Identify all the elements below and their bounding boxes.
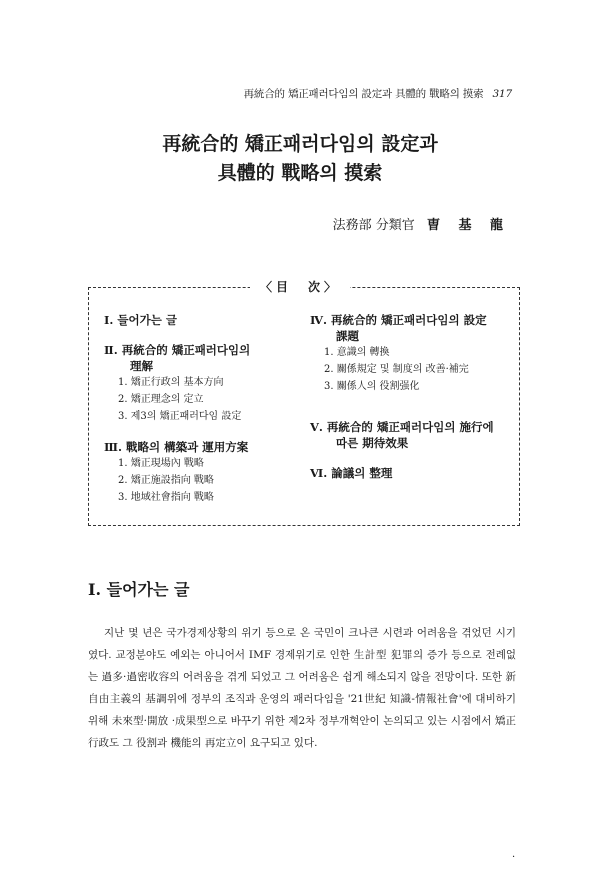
toc-left-column: [104, 312, 304, 520]
section-heading: Ⅰ. 들어가는 글: [88, 580, 190, 599]
toc-section: [310, 419, 520, 451]
body-paragraph: 지난 몇 년은 국가경제상황의 위기 등으로 온 국민이 크나큰 시련과 어려움을 겪었던 시기였다. 교정분야도 예외는 아니어서 IMF 경제위기로 인한 生計型 犯罪의 증가 등으로 전례없는 過多·過密收容의 어려움을 겪게 되었고 그 어려움은 쉽게 해소되지 않을 전망이다. 또한 新自由主義의 基調위에 정부의 조직과 운영의 패러다임을 '21世紀 知識-情報社會'에 대비하기 위해 未來型·開放 ·成果型으로 바꾸기 위한 제2차 정부개혁안이 논의되고 있는 시점에서 矯正行政도 그 役割과 機能의 再定立이 요구되고 있다.: [88, 627, 516, 749]
running-head: [244, 86, 512, 101]
toc-item: 1. 意識의 轉換: [324, 347, 390, 358]
toc-section-title: Ⅱ. 再統合的 矯正패러다임의: [104, 343, 251, 357]
running-title: 再統合的 矯正패러다임의 設定과 具體的 戰略의 摸索: [243, 88, 484, 100]
toc-section-title: Ⅴ. 再統合的 矯正패러다임의 施行에: [310, 420, 494, 434]
toc-section-title-cont: 理解: [130, 359, 153, 373]
toc-section: [104, 439, 304, 506]
toc-section-title-cont: 課題: [336, 329, 359, 343]
toc-section: [310, 465, 520, 481]
toc-right-column: [310, 312, 520, 495]
toc-item: 3. 關係人의 役割强化: [324, 381, 420, 392]
author-name: 曺 基 龍: [426, 218, 510, 233]
toc-item: 3. 地域社會指向 戰略: [118, 492, 214, 503]
page-number: 317: [492, 88, 512, 100]
toc-section: [310, 312, 520, 395]
toc-item: 2. 關係規定 및 制度의 改善·補完: [324, 364, 469, 375]
toc-item: 1. 矯正現場內 戰略: [118, 458, 204, 469]
toc-heading-label: 〈目 次〉: [250, 280, 350, 294]
toc-section-title: Ⅲ. 戰略의 構築과 運用方案: [104, 440, 249, 454]
toc-item: 3. 제3의 矯正패러다임 設定: [118, 411, 242, 422]
toc-section: [104, 342, 304, 425]
toc-item: 1. 矯正行政의 基本方向: [118, 377, 224, 388]
toc-section: [104, 312, 304, 328]
toc-section-title: Ⅳ. 再統合的 矯正패러다임의 設定: [310, 313, 487, 327]
footer-mark: ·: [512, 852, 516, 863]
author-position: 法務部 分類官: [332, 218, 415, 233]
toc-item: 2. 矯正理念의 定立: [118, 394, 204, 405]
paper-title: [0, 130, 600, 188]
author-line: [333, 214, 510, 233]
toc-section-title-cont: 따른 期待效果: [336, 436, 409, 450]
title-line-1: 再統合的 矯正패러다임의 設定과: [162, 133, 438, 155]
toc-section-title: Ⅰ. 들어가는 글: [104, 313, 177, 327]
toc-heading: [0, 278, 600, 295]
title-line-2: 具體的 戰略의 摸索: [217, 162, 383, 184]
toc-section-title: Ⅵ. 論議의 整理: [310, 466, 393, 480]
toc-item: 2. 矯正施設指向 戰略: [118, 475, 214, 486]
